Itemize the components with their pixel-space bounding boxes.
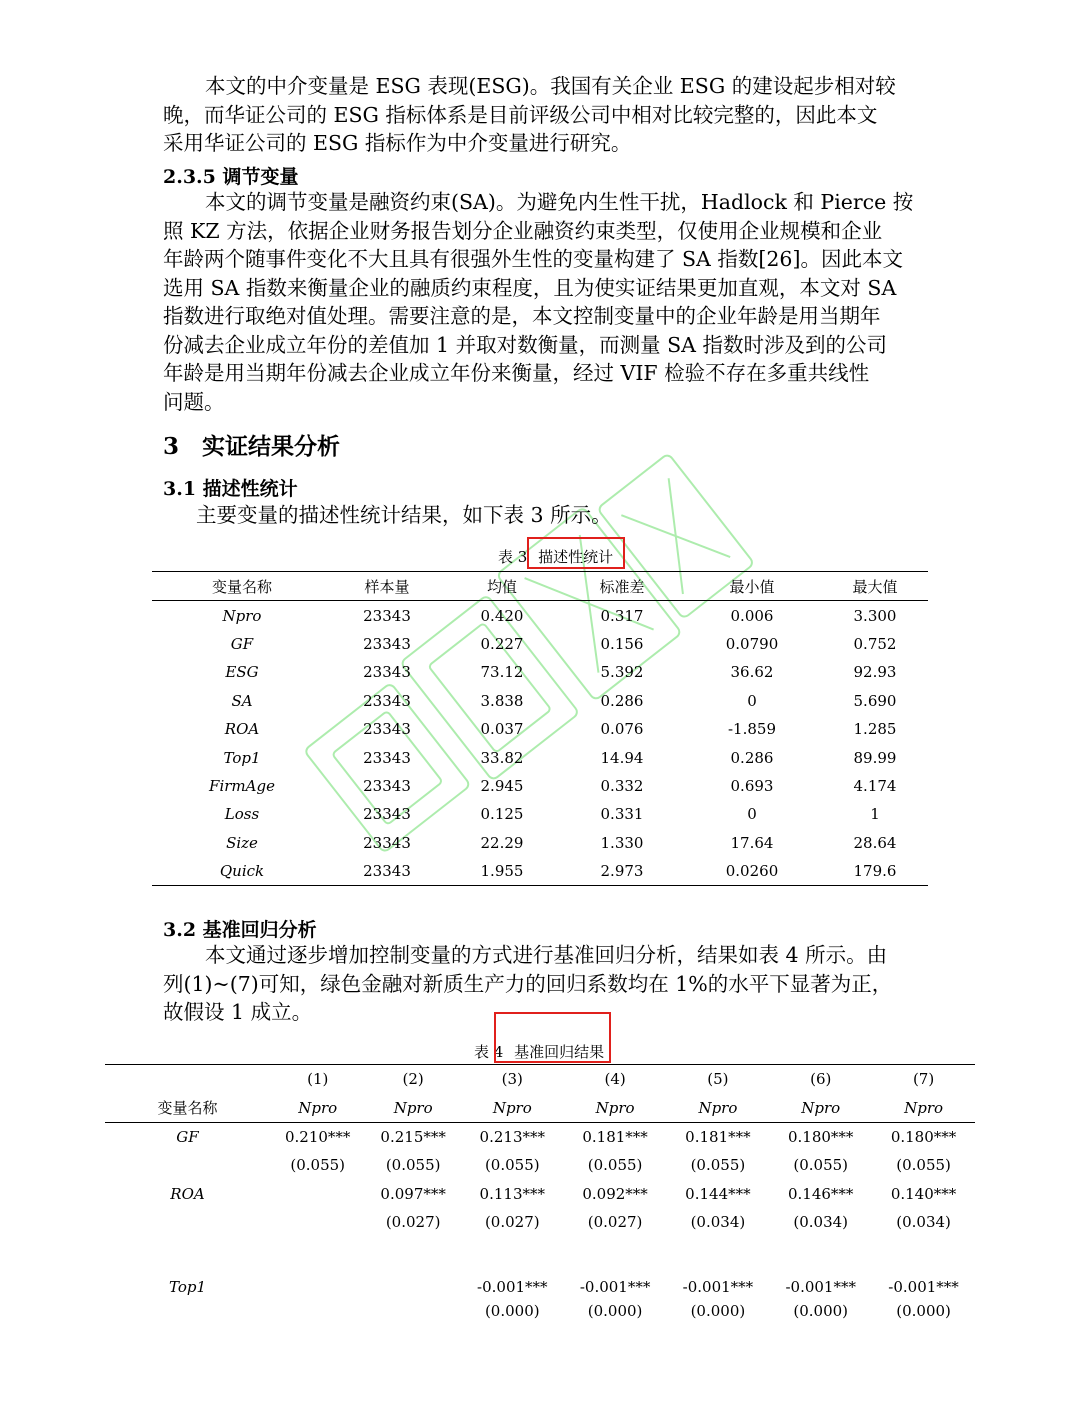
table-cell: 0.227 [480,634,524,653]
text-line: 问题。 [163,389,225,414]
table4-caption-title: 基准回归结果 [514,1043,605,1061]
paragraph-moderator [163,188,918,416]
text-line: 本文的调节变量是融资约束(SA)。为避免内生性干扰，Hadlock 和 Pierce 按 [205,190,914,214]
table3-caption-title: 描述性统计 [538,548,614,566]
table-cell: 0.0790 [725,634,779,653]
table-row [152,658,928,686]
regression-table [105,1064,975,1325]
table-cell: 0.140*** [890,1184,957,1203]
table-cell: (0.027) [587,1213,643,1232]
variable-name-cell: GF [176,1127,199,1146]
col-number: (3) [501,1070,523,1089]
table-cell: 14.94 [600,748,644,767]
table-row [152,743,928,771]
variable-name-cell: GF [230,634,254,653]
table-cell: (0.000) [484,1301,540,1320]
col-number: (6) [810,1070,832,1089]
table-cell: 0.156 [600,634,644,653]
table-cell: 22.29 [480,833,524,852]
table-cell: 0.144*** [685,1184,751,1203]
table-cell: 0.215*** [380,1127,446,1146]
table-cell: 0 [747,805,757,824]
table-cell: (0.055) [896,1156,951,1175]
table-cell: 0.092*** [582,1184,648,1203]
table-row [105,1180,975,1208]
table-cell [365,1236,460,1296]
table-cell: -0.001*** [682,1278,754,1297]
variable-name-cell [105,1296,270,1324]
text-line: 本文的中介变量是 ESG 表现(ESG)。我国有关企业 ESG 的建设起步相对较 [205,74,896,98]
table-cell: 0.181*** [685,1127,751,1146]
table-cell: 0.213*** [479,1127,545,1146]
dep-var: Npro [393,1098,433,1117]
table-cell: 23343 [363,606,411,625]
table-cell: 2.945 [480,776,524,795]
col-header: 最大值 [852,577,898,596]
col-header: 均值 [486,577,517,596]
text-line: 年龄两个随事件变化不大且具有很强外生性的变量构建了 SA 指数[26]。因此本文 [163,247,903,271]
highlight-box-table3 [527,537,625,569]
table-cell [270,1180,365,1208]
table-cell: (0.000) [690,1301,746,1320]
table-cell: 23343 [363,833,411,852]
table-cell: 0.180*** [787,1127,854,1146]
table-cell: 0.181*** [582,1127,648,1146]
table-cell: 0.076 [600,720,644,739]
table-cell: 0 [747,691,757,710]
table-row [152,829,928,857]
table-row [105,1151,975,1179]
table-cell: (0.027) [385,1213,441,1232]
text-line: 本文通过逐步增加控制变量的方式进行基准回归分析，结果如表 4 所示。由 [205,943,888,967]
variable-name-cell: ROA [224,720,260,739]
table-cell: (0.055) [793,1156,849,1175]
variable-name-cell: Top1 [168,1278,207,1297]
table-row [105,1122,975,1151]
table-cell: 1.955 [480,862,524,881]
col-number: (7) [912,1070,935,1089]
section-heading-2-3-5: 2.3.5 调节变量 [163,166,299,188]
table-cell [365,1296,460,1324]
table-cell: (0.000) [793,1301,849,1320]
table-row [152,800,928,828]
variable-name-cell: Npro [222,606,262,625]
table-cell: 3.300 [853,606,897,625]
table-cell: (0.055) [290,1156,346,1175]
variable-name-cell: FirmAge [209,776,275,795]
table-cell: (0.055) [587,1156,643,1175]
table-cell: (0.000) [587,1301,643,1320]
table-cell: 0.420 [480,606,524,625]
empty-header-cell [105,1065,270,1094]
table-cell: 28.64 [853,833,897,852]
table-cell: 0.286 [730,748,774,767]
table-row [105,1208,975,1236]
col-number: (5) [707,1070,729,1089]
variable-name-cell: Quick [219,862,265,881]
table-cell: 23343 [363,776,411,795]
table-cell: -0.001*** [477,1278,548,1297]
table-cell: 0.317 [600,606,644,625]
table-cell: 23343 [363,663,411,682]
variable-name-cell: ROA [170,1184,205,1203]
text-line: 年龄是用当期年份减去企业成立年份来衡量，经过 VIF 检验不存在多重共线性 [163,361,870,385]
table-cell: 36.62 [730,663,774,682]
table-cell: 0.752 [853,634,897,653]
table-row [152,715,928,743]
col-header: 样本量 [364,577,410,596]
table-cell: 0.113*** [479,1184,545,1203]
col-number: (2) [402,1070,424,1089]
table-cell: 0.210*** [284,1127,351,1146]
table-cell: (0.055) [385,1156,441,1175]
table-cell: 0.286 [600,691,644,710]
dep-var: Npro [801,1098,841,1117]
text-line: 指数进行取绝对值处理。需要注意的是，本文控制变量中的企业年龄是用当期年 [163,304,881,328]
dep-var: Npro [904,1098,944,1117]
table-cell: 0.037 [480,720,524,739]
var-name-header: 变量名称 [157,1099,218,1118]
table-cell: 23343 [363,720,411,739]
table-cell: 23343 [363,805,411,824]
table-cell: 0.097*** [380,1184,446,1203]
text-line: 份减去企业成立年份的差值加 1 并取对数衡量，而测量 SA 指数时涉及到的公司 [163,332,887,357]
variable-name-cell: Top1 [223,748,261,767]
table-cell: 0.332 [600,776,644,795]
table-cell: 1 [870,805,880,824]
table-cell: (0.055) [484,1156,540,1175]
dep-var: Npro [298,1098,338,1117]
table-row [152,601,928,630]
paragraph-desc-stats [196,501,916,530]
table-cell: 3.838 [480,691,524,710]
table-cell: 1.330 [600,833,644,852]
descriptive-stats-table [152,571,928,886]
text-line: 主要变量的描述性统计结果，如下表 3 所示。 [196,503,612,527]
col-number: (1) [307,1070,329,1089]
table-cell: 2.973 [600,862,644,881]
table-cell: 73.12 [480,663,524,682]
table-cell: 0.331 [600,805,644,824]
table-cell: 33.82 [480,748,524,767]
text-line: 采用华证公司的 ESG 指标作为中介变量进行研究。 [163,131,632,155]
table-cell: 5.392 [600,663,644,682]
table-cell: 17.64 [730,833,774,852]
variable-name-cell: Size [226,833,258,852]
table-row [105,1296,975,1324]
table-cell [270,1236,365,1296]
table-cell: 0.006 [730,606,774,625]
table-cell: 0.146*** [787,1184,854,1203]
section-heading-3: 3 实证结果分析 [163,433,341,460]
table-cell: 23343 [363,862,411,881]
table-row [152,857,928,886]
variable-name-cell: Loss [224,805,260,824]
dep-var: Npro [698,1098,738,1117]
col-header: 变量名称 [211,577,272,596]
table-cell: -0.001*** [888,1278,959,1297]
table-cell: (0.034) [793,1213,849,1232]
paragraph-mediator [163,72,918,158]
variable-name-cell [105,1208,270,1236]
table-cell: (0.000) [896,1301,951,1320]
variable-name-cell: SA [231,691,253,710]
table-row [152,772,928,800]
table-cell: (0.034) [690,1213,746,1232]
table-cell: 23343 [363,634,411,653]
table-cell: -0.001*** [579,1278,651,1297]
table-cell: -0.001*** [785,1278,856,1297]
table-cell: 0.0260 [725,862,779,881]
table-row [105,1236,975,1296]
table-cell: 23343 [363,748,411,767]
table-cell: 0.125 [480,805,524,824]
table-cell: 23343 [363,691,411,710]
table-cell: 179.6 [853,862,897,881]
table-cell: 89.99 [853,748,897,767]
table-cell [270,1296,365,1324]
dep-var: Npro [595,1098,635,1117]
table-cell: (0.034) [896,1213,951,1232]
table-cell: -1.859 [727,720,776,739]
col-header: 最小值 [729,577,775,596]
table-row [152,687,928,715]
table-row [152,630,928,658]
variable-name-cell: ESG [225,663,259,682]
table-cell [270,1208,365,1236]
dep-var: Npro [492,1098,532,1117]
table-cell: 92.93 [853,663,897,682]
text-line: 故假设 1 成立。 [163,1000,313,1024]
col-number: (4) [604,1070,626,1089]
text-line: 列(1)~(7)可知，绿色金融对新质生产力的回归系数均在 1%的水平下显著为正， [163,971,893,996]
table-cell: 4.174 [853,776,897,795]
variable-name-cell [105,1151,270,1179]
table-cell: 5.690 [853,691,897,710]
table-cell: 0.693 [730,776,774,795]
table-cell: 1.285 [853,720,897,739]
col-header: 标准差 [599,577,645,596]
highlight-box-table4 [494,1012,611,1063]
section-heading-3-2: 3.2 基准回归分析 [163,919,317,941]
table-cell: (0.055) [690,1156,746,1175]
table3-caption-prefix: 表 3 [498,548,528,566]
section-heading-3-1: 3.1 描述性统计 [163,478,298,500]
text-line: 晚，而华证公司的 ESG 指标体系是目前评级公司中相对比较完整的，因此本文 [163,102,878,127]
text-line: 照 KZ 方法，依据企业财务报告划分企业融资约束类型，仅使用企业规模和企业 [163,218,883,243]
table-cell: 0.180*** [890,1127,957,1146]
text-line: 选用 SA 指数来衡量企业的融质约束程度，且为使实证结果更加直观，本文对 SA [163,275,897,300]
table4-caption-prefix: 表 4 [474,1043,504,1061]
table-cell: (0.027) [484,1213,540,1232]
